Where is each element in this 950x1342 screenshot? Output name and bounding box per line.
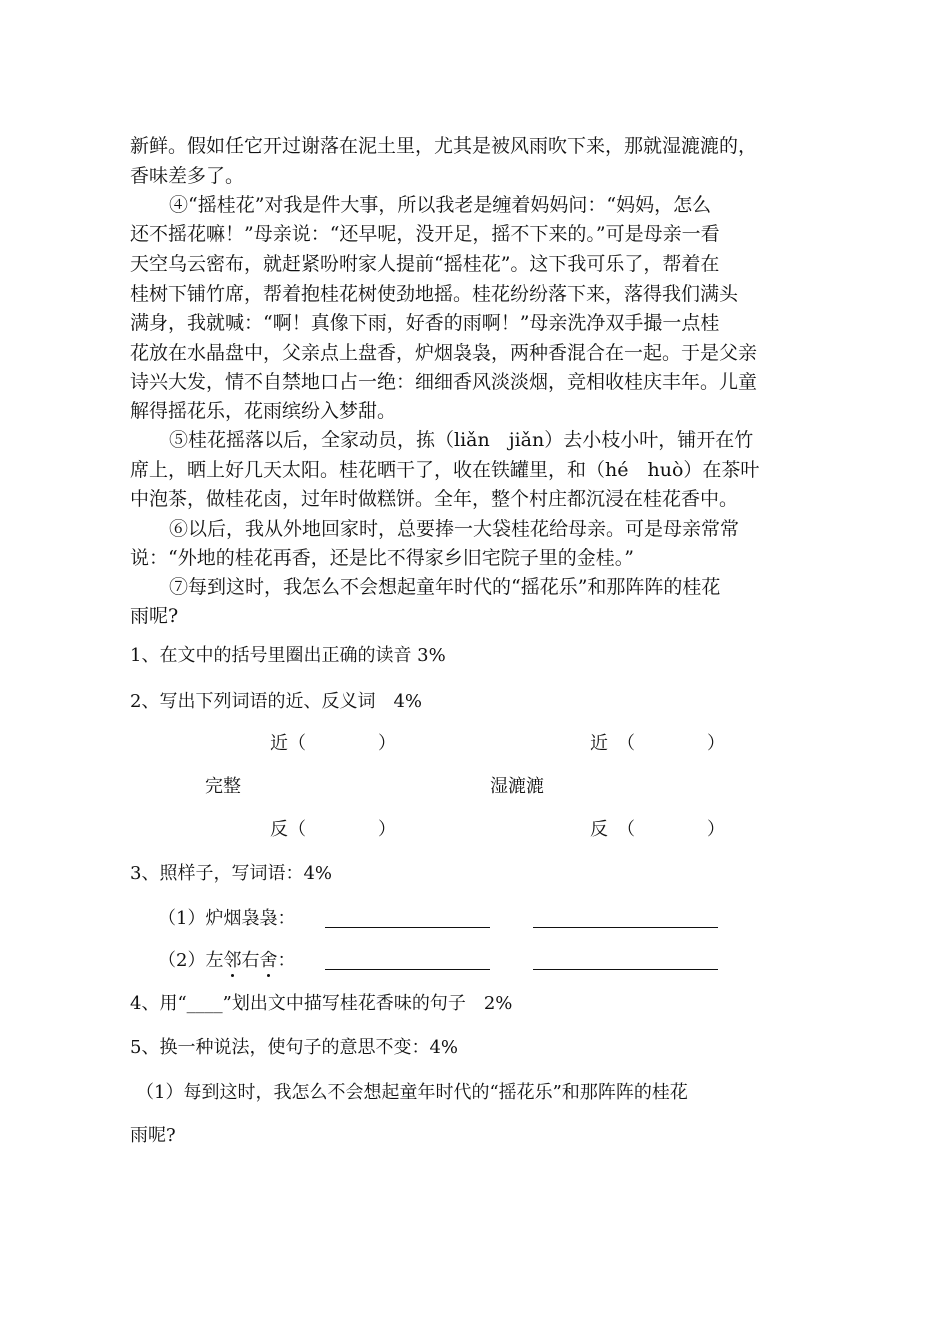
question-2: 2、写出下列词语的近、反义词 4% xyxy=(130,691,423,712)
near-synonym-blank-2[interactable]: 近 （ ） xyxy=(590,733,725,754)
passage-line: 席上，晒上好几天太阳。桂花晒干了，收在铁罐里，和（hé huò）在茶叶 xyxy=(130,459,760,481)
question-3: 3、照样子，写词语：4% xyxy=(130,863,333,884)
example-2-mid: 右 xyxy=(241,950,260,971)
word-1: 完整 xyxy=(205,776,241,797)
question-5-sentence-end: 雨呢? xyxy=(130,1125,176,1146)
passage-line: 诗兴大发，情不自禁地口占一绝：细细香风淡淡烟，竞相收桂庆丰年。儿童 xyxy=(130,371,758,393)
passage-line: 香味差多了。 xyxy=(130,165,245,187)
answer-line[interactable] xyxy=(533,927,718,928)
passage-line: 新鲜。假如任它开过谢落在泥土里，尤其是被风雨吹下来，那就湿漉漉的， xyxy=(130,135,758,157)
passage-line: ⑦每到这时，我怎么不会想起童年时代的“摇花乐”和那阵阵的桂花 xyxy=(169,576,721,598)
passage-line: 天空乌云密布，就赶紧吩咐家人提前“摇桂花”。这下我可乐了，帮着在 xyxy=(130,253,720,275)
answer-line[interactable] xyxy=(325,969,490,970)
word-2: 湿漉漉 xyxy=(490,776,544,797)
example-2-suffix: ： xyxy=(277,950,296,971)
emphasis-char: 邻 xyxy=(223,950,242,971)
question-4: 4、用“____”划出文中描写桂花香味的句子 2% xyxy=(130,993,513,1014)
passage-line: ⑤桂花摇落以后，全家动员，拣（liǎn jiǎn）去小枝小叶，铺开在竹 xyxy=(169,429,754,451)
passage-line: 还不摇花嘛！”母亲说：“还早呢，没开足，摇不下来的。”可是母亲一看 xyxy=(130,223,720,245)
passage-line: 雨呢? xyxy=(130,605,179,627)
question-5-sentence: （1）每到这时，我怎么不会想起童年时代的“摇花乐”和那阵阵的桂花 xyxy=(136,1082,688,1103)
passage-line: ④“摇桂花”对我是件大事，所以我老是缠着妈妈问：“妈妈，怎么 xyxy=(169,194,712,216)
passage-line: 中泡茶，做桂花卤，过年时做糕饼。全年，整个村庄都沉浸在桂花香中。 xyxy=(130,488,739,510)
example-2-prefix: （2）左 xyxy=(158,950,224,971)
passage-line: 满身，我就喊：“啊！真像下雨，好香的雨啊！”母亲洗净双手撮一点桂 xyxy=(130,312,720,334)
question-5: 5、换一种说法，使句子的意思不变：4% xyxy=(130,1037,459,1058)
antonym-blank-2[interactable]: 反 （ ） xyxy=(590,819,725,840)
passage-line: 桂树下铺竹席，帮着抱桂花树使劲地摇。桂花纷纷落下来，落得我们满头 xyxy=(130,283,739,305)
example-1: （1）炉烟袅袅： xyxy=(158,908,296,929)
example-2 xyxy=(158,947,295,975)
passage-line: ⑥以后，我从外地回家时，总要捧一大袋桂花给母亲。可是母亲常常 xyxy=(169,518,740,540)
emphasis-char: 舍 xyxy=(259,950,278,971)
near-synonym-blank-1[interactable]: 近（ ） xyxy=(270,733,396,754)
passage-line: 解得摇花乐，花雨缤纷入梦甜。 xyxy=(130,400,397,422)
antonym-blank-1[interactable]: 反（ ） xyxy=(270,819,396,840)
answer-line[interactable] xyxy=(533,969,718,970)
passage-line: 花放在水晶盘中，父亲点上盘香，炉烟袅袅，两种香混合在一起。于是父亲 xyxy=(130,342,758,364)
question-1: 1、在文中的括号里圈出正确的读音 3% xyxy=(130,645,446,666)
answer-line[interactable] xyxy=(325,927,490,928)
passage-line: 说：“外地的桂花再香，还是比不得家乡旧宅院子里的金桂。” xyxy=(130,547,634,569)
